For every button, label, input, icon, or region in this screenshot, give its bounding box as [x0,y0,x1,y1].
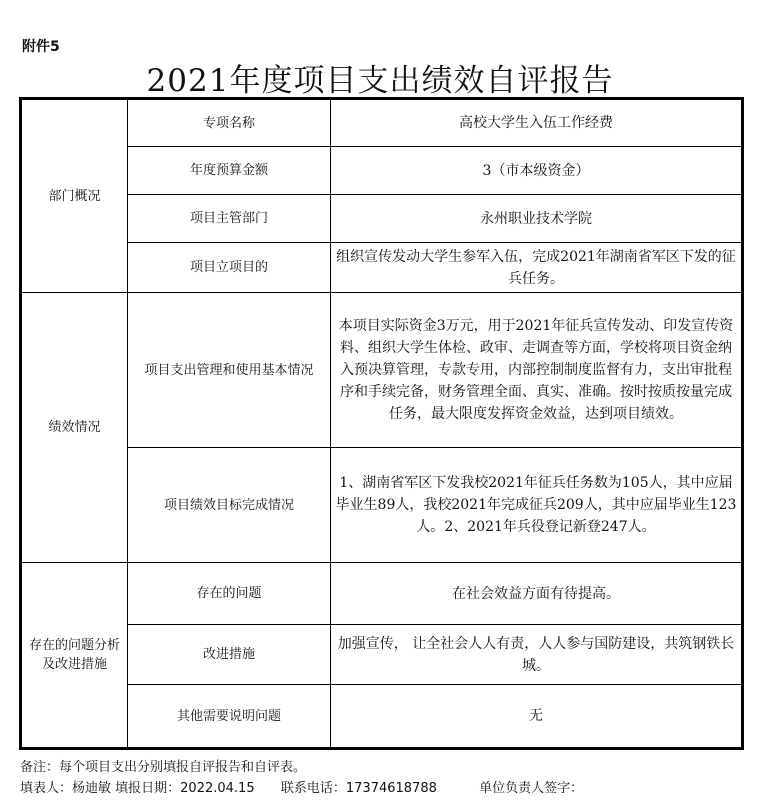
row-label: 项目绩效目标完成情况 [128,448,331,563]
table-row [21,195,743,243]
row-value: 组织宣传发动大学生参军入伍，完成2021年湖南省军区下发的征兵任务。 [331,243,743,293]
row-label: 项目主管部门 [128,195,331,243]
row-label: 项目支出管理和使用基本情况 [128,293,331,448]
fill-date: 填报日期：2022.04.15 [115,781,255,796]
table-row [21,99,743,147]
row-label: 存在的问题 [128,563,331,625]
table-row [21,147,743,195]
row-value: 加强宣传， 让全社会人人有责，人人参与国防建设，共筑钢铁长城。 [331,625,743,685]
row-value: 本项目实际资金3万元，用于2021年征兵宣传发动、印发宣传资料、组织大学生体检、政审、走调查等方面，学校将项目资金纳入预决算管理，专款专用，内部控制制度监督有力，支出审批程序和手续完备，财务管理全面、真实、准确。按时按质按量完成任务，最大限度发挥资金效益，达到项目绩效。 [331,293,743,448]
table-row [21,625,743,685]
row-value: 3（市本级资金） [331,147,743,195]
table-row [21,685,743,749]
contact-phone: 联系电话：17374618788 [280,781,437,796]
row-value: 无 [331,685,743,749]
attachment-label: 附件5 [22,39,60,55]
footer-sign-line [20,777,583,796]
signature-field: 单位负责人签字： [479,781,584,796]
row-label: 项目立项目的 [128,243,331,293]
table-row [21,448,743,563]
footer-note: 备注：每个项目支出分别填报自评报告和自评表。 [20,760,307,775]
row-label: 年度预算金额 [128,147,331,195]
row-value: 在社会效益方面有待提高。 [331,563,743,625]
section-issues-cell: 存在的问题分析及改进措施 [21,563,128,749]
table-row [21,563,743,625]
table-row [21,293,743,448]
report-title: 2021年度项目支出绩效自评报告 [146,63,614,99]
section-overview-cell: 部门概况 [21,99,128,293]
row-label: 其他需要说明问题 [128,685,331,749]
table-row [21,243,743,293]
row-value: 1、湖南省军区下发我校2021年征兵任务数为105人，其中应届毕业生89人，我校2021年完成征兵209人，其中应届毕业生123人。2、2021年兵役登记新登247人。 [331,448,743,563]
row-value: 永州职业技术学院 [331,195,743,243]
row-label: 专项名称 [128,99,331,147]
row-value: 高校大学生入伍工作经费 [331,99,743,147]
section-performance-cell: 绩效情况 [21,293,128,563]
filler-name: 填表人：杨迪敏 [20,781,112,796]
row-label: 改进措施 [128,625,331,685]
report-table [19,97,744,750]
